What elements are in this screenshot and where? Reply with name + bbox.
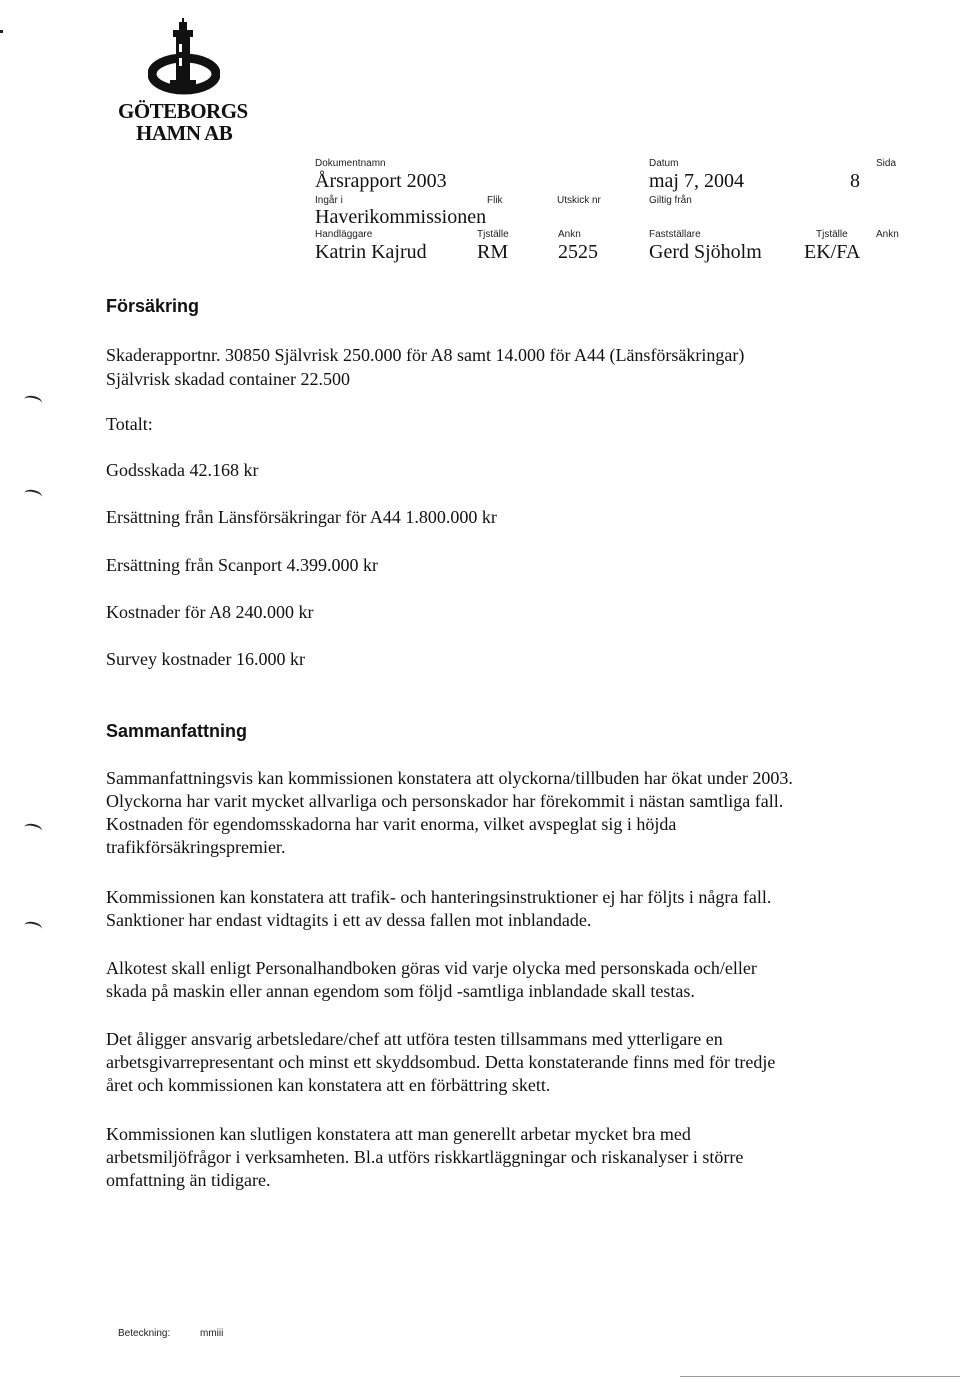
handlaggare-label: Handläggare [315, 229, 373, 240]
paragraph [106, 767, 793, 859]
giltig-label: Giltig från [649, 195, 692, 206]
paragraph [106, 957, 757, 1003]
scan-margin-mark [24, 824, 42, 828]
beteckning-value: mmiii [200, 1328, 224, 1339]
lighthouse-anchor-emblem-icon [148, 18, 220, 98]
sida-label: Sida [876, 158, 897, 169]
datum-value: maj 7, 2004 [649, 170, 744, 192]
cost-item: Survey kostnader 16.000 kr [106, 649, 305, 669]
ankn-value: 2525 [558, 241, 598, 263]
utskick-label: Utskick nr [557, 195, 601, 206]
beteckning-label: Beteckning: [118, 1328, 171, 1339]
scan-margin-mark [24, 490, 42, 494]
skaderapport-line: Skaderapportnr. 30850 Självrisk 250.000 för A8 samt 14.000 för A44 (Länsförsäkringar) [106, 345, 745, 365]
scan-dot [0, 30, 3, 33]
paragraph-line: Kostnaden för egendomsskadorna har varit enorma, vilket avspeglat sig i höjda [106, 814, 677, 834]
paragraph-line: Kommissionen kan konstatera att trafik- och hanteringsinstruktioner ej har följts i några fall. [106, 887, 772, 907]
paragraph-line: omfattning än tidigare. [106, 1170, 271, 1190]
paragraph-line: arbetsmiljöfrågor i verksamheten. Bl.a utförs riskkartläggningar och riskanalyser i större [106, 1147, 744, 1167]
cost-item: Ersättning från Länsförsäkringar för A44 1.800.000 kr [106, 507, 497, 527]
dokumentnamn-value: Årsrapport 2003 [315, 170, 447, 192]
paragraph-line: trafikförsäkringspremier. [106, 837, 286, 857]
paragraph-line: skada på maskin eller annan egendom som följd -samtliga inblandade skall testas. [106, 981, 695, 1001]
paragraph-line: Kommissionen kan slutligen konstatera att man generellt arbetar mycket bra med [106, 1124, 691, 1144]
faststallare-value: Gerd Sjöholm [649, 241, 762, 263]
paragraph-line: året och kommissionen kan konstatera att en förbättring skett. [106, 1075, 551, 1095]
tjstalle2-label: Tjställe [816, 229, 848, 240]
bottom-divider [680, 1376, 960, 1377]
paragraph [106, 1028, 775, 1097]
totalt-label: Totalt: [106, 414, 153, 434]
tjstalle2-value: EK/FA [804, 241, 861, 263]
paragraph-line: Det åligger ansvarig arbetsledare/chef att utföra testen tillsammans med ytterligare en [106, 1029, 723, 1049]
ankn-label: Ankn [558, 229, 581, 240]
dokumentnamn-label: Dokumentnamn [315, 158, 386, 169]
paragraph-line: Sammanfattningsvis kan kommissionen konstatera att olyckorna/tillbuden har ökat under 2003. [106, 768, 793, 788]
logo-line-1: GÖTEBORGS [118, 99, 248, 123]
tjstalle-label: Tjställe [477, 229, 509, 240]
ingar-value: Haverikommissionen [315, 206, 487, 228]
paragraph [106, 1123, 743, 1192]
paragraph-line: Alkotest skall enligt Personalhandboken göras vid varje olycka med personskada och/eller [106, 958, 757, 978]
datum-label: Datum [649, 158, 679, 169]
ankn2-label: Ankn [876, 229, 899, 240]
cost-item: Kostnader för A8 240.000 kr [106, 602, 314, 622]
paragraph-line: arbetsgivarrepresentant och minst ett skyddsombud. Detta konstaterande finns med för tredje [106, 1052, 776, 1072]
scan-margin-mark [24, 396, 42, 400]
paragraph-line: Sanktioner har endast vidtagits i ett av dessa fallen mot inblandade. [106, 910, 592, 930]
flik-label: Flik [487, 195, 503, 206]
forsakring-heading: Försäkring [106, 296, 200, 316]
faststallare-label: Fastställare [649, 229, 701, 240]
paragraph [106, 886, 771, 932]
cost-item: Godsskada 42.168 kr [106, 460, 259, 480]
ingar-label: Ingår i [315, 195, 343, 206]
handlaggare-value: Katrin Kajrud [315, 241, 427, 263]
cost-item: Ersättning från Scanport 4.399.000 kr [106, 555, 378, 575]
paragraph-line: Olyckorna har varit mycket allvarliga och personskador har förekommit i nästan samtliga fall. [106, 791, 784, 811]
tjstalle-value: RM [477, 241, 509, 263]
sammanfattning-heading: Sammanfattning [106, 721, 248, 741]
logo-line-2: HAMN AB [136, 121, 233, 145]
scan-margin-mark [24, 922, 42, 926]
sida-value: 8 [850, 170, 860, 192]
sjalvrisk-line: Självrisk skadad container 22.500 [106, 369, 350, 389]
